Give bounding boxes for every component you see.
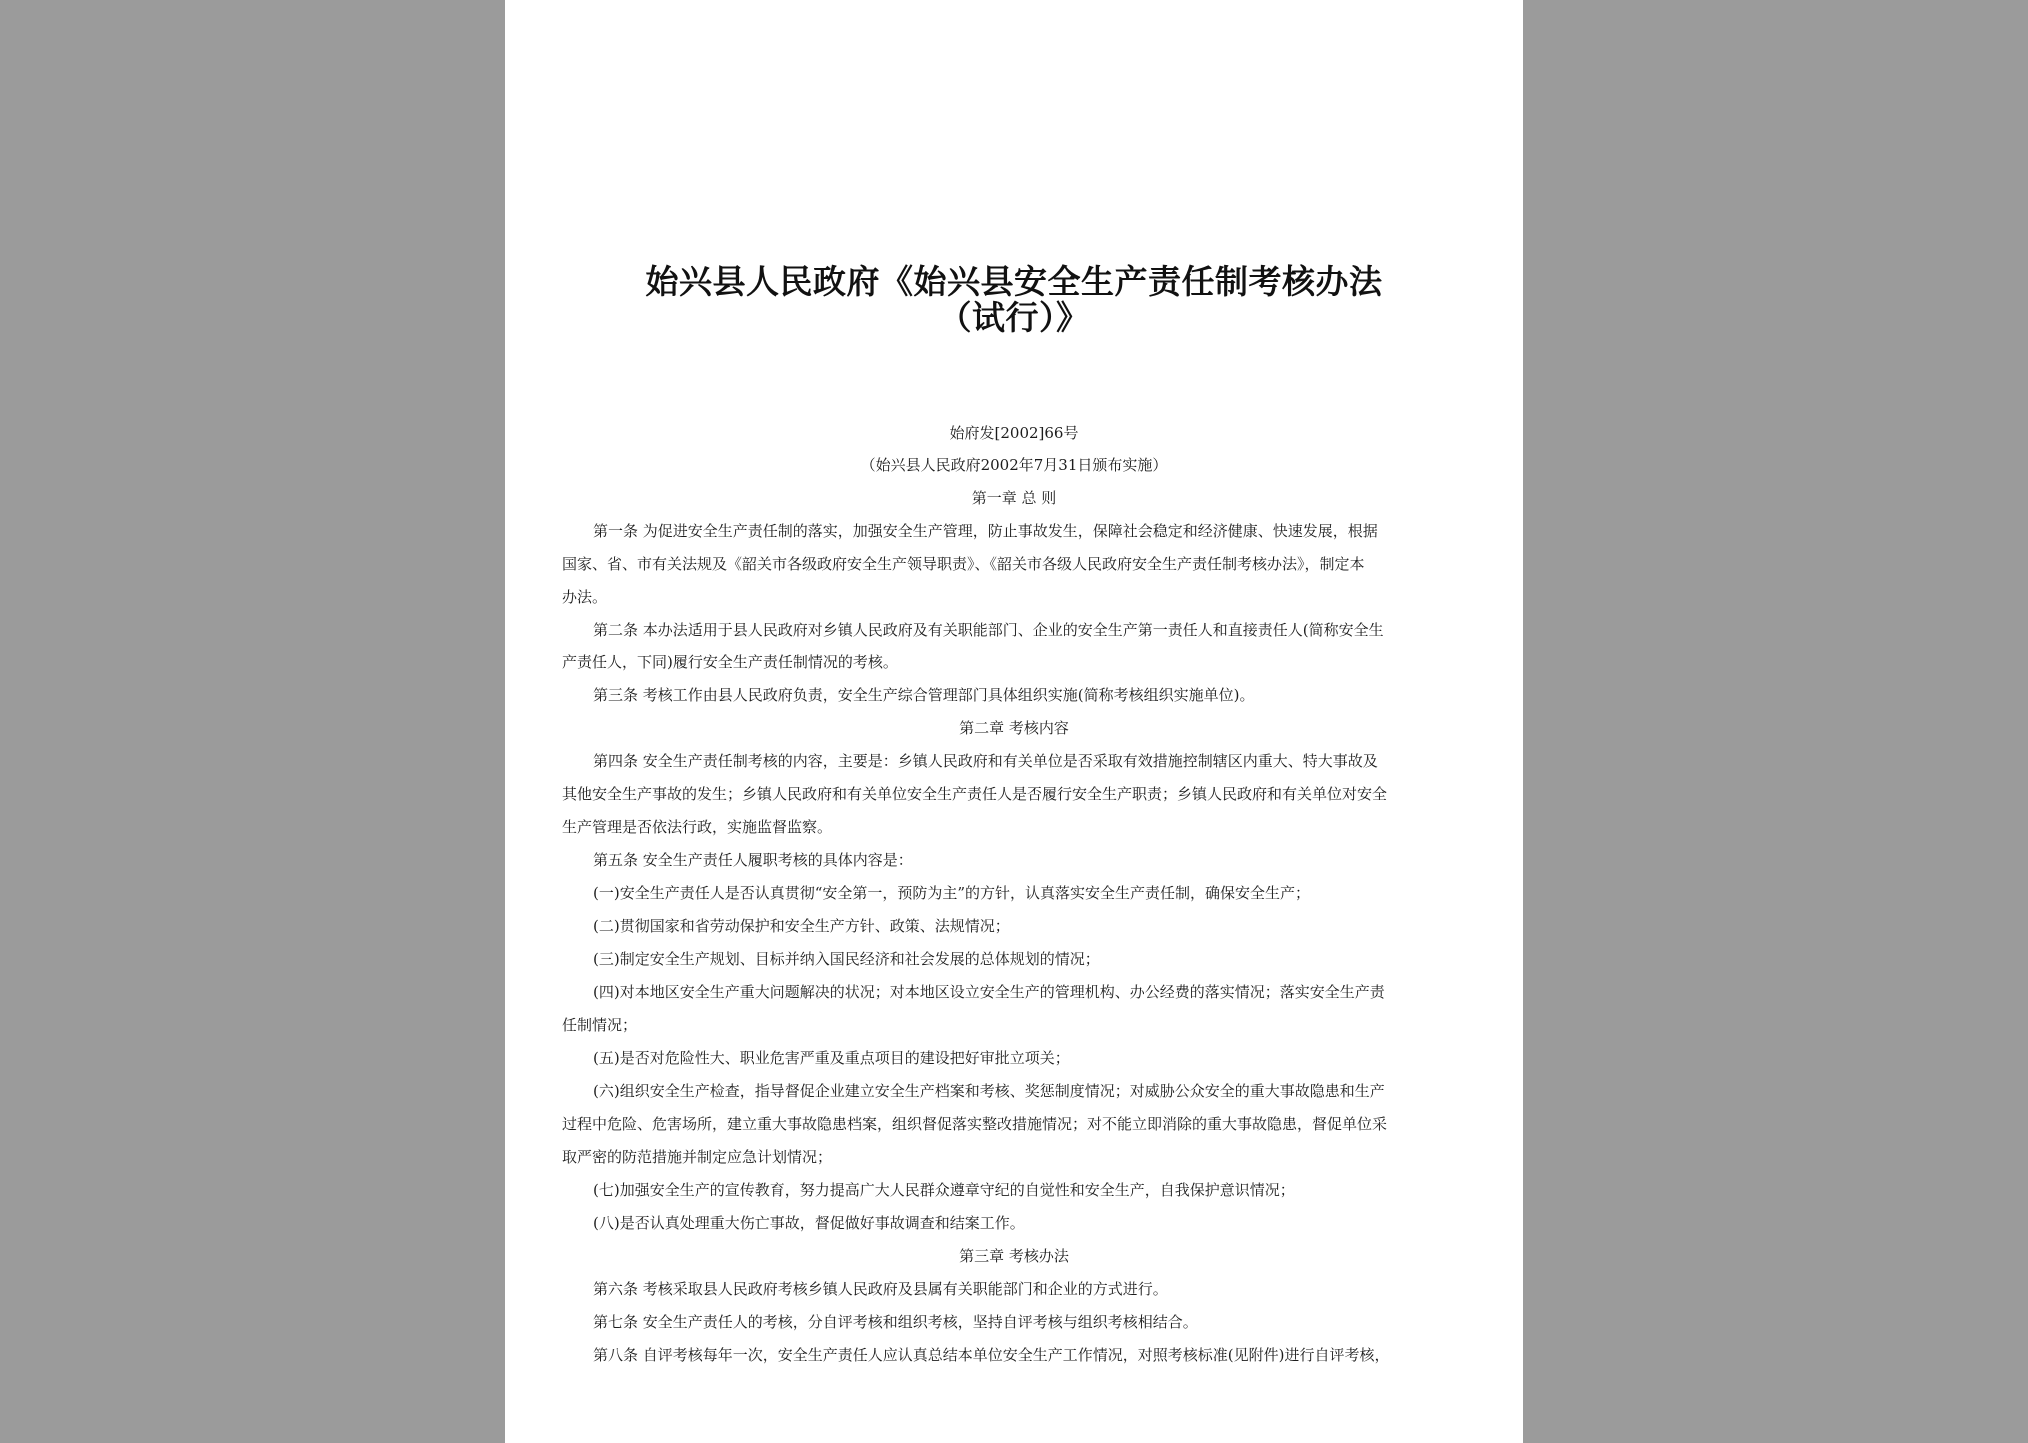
article-4-line-3: 生产管理是否依法行政，实施监督监察。: [562, 818, 833, 836]
issue-note: （始兴县人民政府2002年7月31日颁布实施）: [860, 456, 1168, 474]
chapter-heading-1: 第一章 总 则: [971, 489, 1057, 507]
item-6-line-3: 取严密的防范措施并制定应急计划情况；: [562, 1148, 833, 1166]
article-8-line-1: 第八条 自评考核每年一次，安全生产责任人应认真总结本单位安全生产工作情况，对照考核标准(见附件)进行自评考核，: [593, 1346, 1390, 1364]
article-2-line-1: 第二条 本办法适用于县人民政府对乡镇人民政府及有关职能部门、企业的安全生产第一责任人和直接责任人(简称安全生: [593, 621, 1384, 639]
article-2-line-2: 产责任人，下同)履行安全生产责任制情况的考核。: [562, 653, 898, 671]
document-title-line-2: （试行）》: [938, 298, 1090, 337]
item-5-line-1: (五)是否对危险性大、职业危害严重及重点项目的建设把好审批立项关；: [593, 1049, 1070, 1067]
document-page: [505, 0, 1523, 1443]
article-1-line-2: 国家、省、市有关法规及《韶关市各级政府安全生产领导职责》、《韶关市各级人民政府安全生产责任制考核办法》，制定本: [562, 555, 1365, 573]
document-number: 始府发[2002]66号: [949, 424, 1079, 442]
item-6-line-1: (六)组织安全生产检查，指导督促企业建立安全生产档案和考核、奖惩制度情况；对威胁公众安全的重大事故隐患和生产: [593, 1082, 1385, 1100]
article-4-line-2: 其他安全生产事故的发生；乡镇人民政府和有关单位安全生产责任人是否履行安全生产职责；乡镇人民政府和有关单位对安全: [562, 785, 1388, 803]
article-4-line-1: 第四条 安全生产责任制考核的内容，主要是：乡镇人民政府和有关单位是否采取有效措施控制辖区内重大、特大事故及: [593, 752, 1378, 770]
chapter-heading-2: 第二章 考核内容: [959, 719, 1069, 737]
item-4-line-1: (四)对本地区安全生产重大问题解决的状况；对本地区设立安全生产的管理机构、办公经费的落实情况；落实安全生产责: [593, 983, 1385, 1001]
article-3-line-1: 第三条 考核工作由县人民政府负责，安全生产综合管理部门具体组织实施(简称考核组织实施单位)。: [593, 686, 1255, 704]
item-6-line-2: 过程中危险、危害场所，建立重大事故隐患档案，组织督促落实整改措施情况；对不能立即消除的重大事故隐患，督促单位采: [562, 1115, 1388, 1133]
item-3-line-1: (三)制定安全生产规划、目标并纳入国民经济和社会发展的总体规划的情况；: [593, 950, 1100, 968]
article-5-line-1: 第五条 安全生产责任人履职考核的具体内容是：: [593, 851, 913, 869]
item-2-line-1: (二)贯彻国家和省劳动保护和安全生产方针、政策、法规情况；: [593, 917, 1010, 935]
article-6-line-1: 第六条 考核采取县人民政府考核乡镇人民政府及县属有关职能部门和企业的方式进行。: [593, 1280, 1168, 1298]
chapter-heading-3: 第三章 考核办法: [959, 1247, 1069, 1265]
item-1-line-1: (一)安全生产责任人是否认真贯彻“安全第一，预防为主”的方针，认真落实安全生产责任制，确保安全生产；: [593, 884, 1311, 902]
article-1-line-1: 第一条 为促进安全生产责任制的落实，加强安全生产管理，防止事故发生，保障社会稳定和经济健康、快速发展，根据: [593, 522, 1378, 540]
item-7-line-1: (七)加强安全生产的宣传教育，努力提高广大人民群众遵章守纪的自觉性和安全生产，自我保护意识情况；: [593, 1181, 1295, 1199]
item-4-line-2: 任制情况；: [562, 1016, 638, 1034]
article-7-line-1: 第七条 安全生产责任人的考核，分自评考核和组织考核，坚持自评考核与组织考核相结合。: [593, 1313, 1198, 1331]
document-title-line-1: 始兴县人民政府《始兴县安全生产责任制考核办法: [645, 262, 1383, 301]
article-1-line-3: 办法。: [562, 588, 608, 606]
item-8-line-1: (八)是否认真处理重大伤亡事故，督促做好事故调查和结案工作。: [593, 1214, 1025, 1232]
